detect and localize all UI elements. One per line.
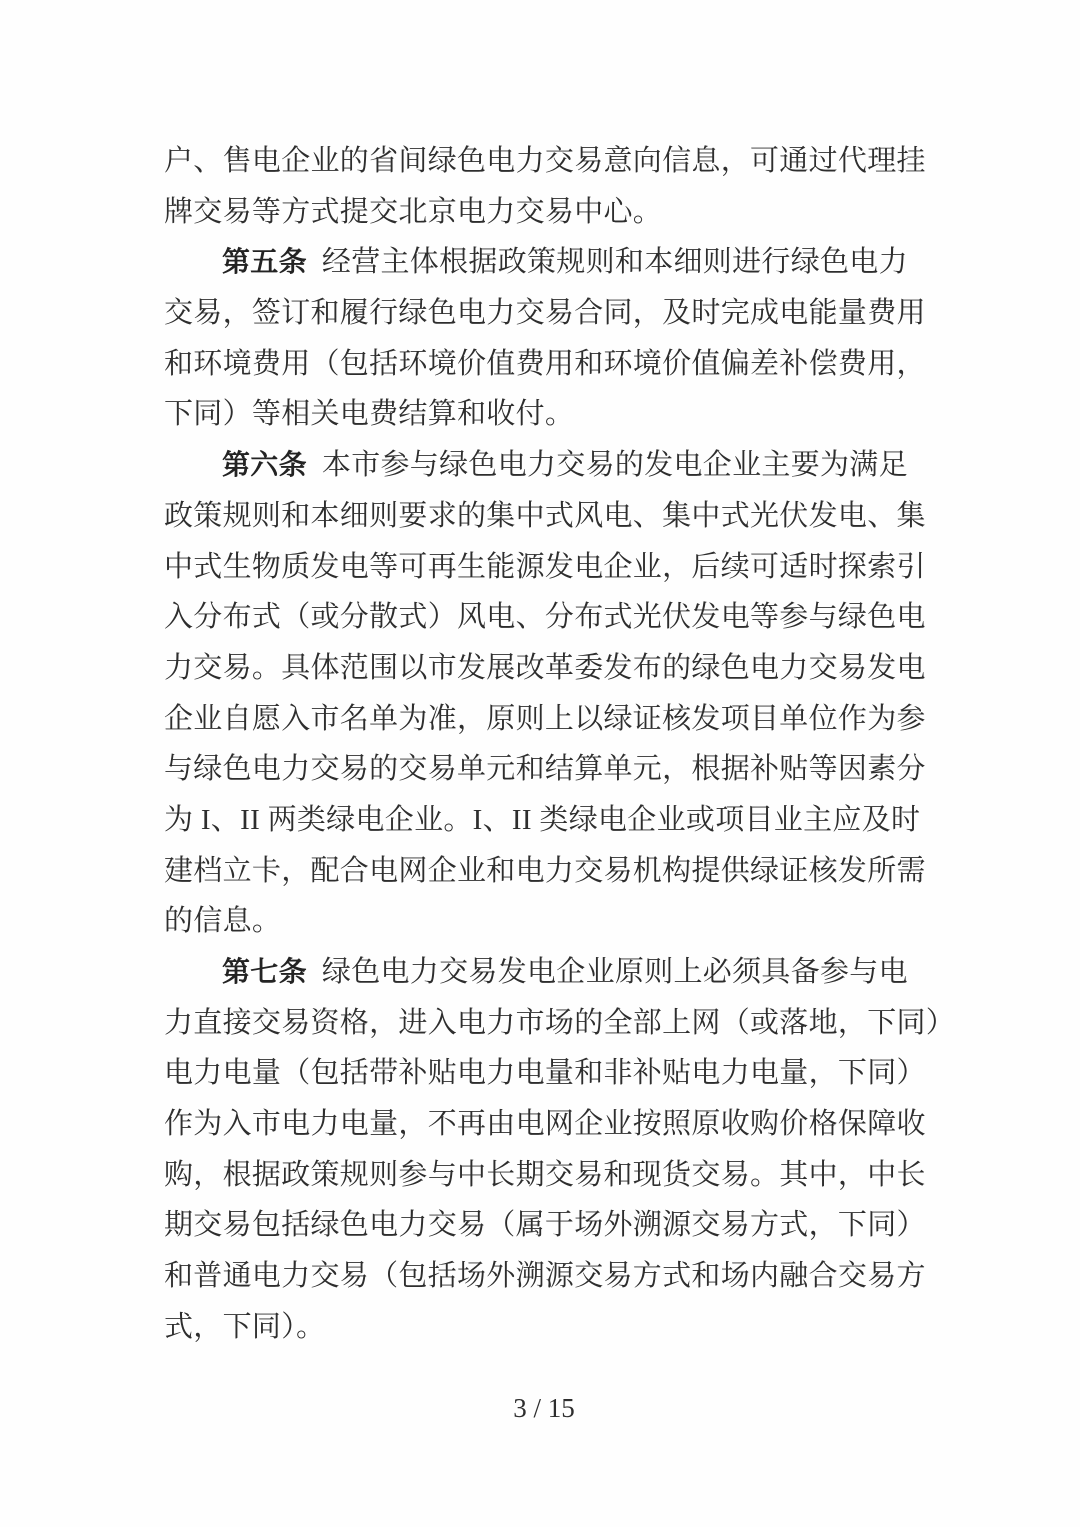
page-number: 3 / 15	[513, 1393, 575, 1423]
paragraph-line: 建档立卡，配合电网企业和电力交易机构提供绿证核发所需	[164, 854, 926, 887]
paragraph-text: 经营主体根据政策规则和本细则进行绿色电力	[321, 246, 908, 279]
paragraph-line: 式，下同）。	[164, 1310, 326, 1343]
paragraph-line: 的信息。	[164, 905, 282, 938]
article-number-label: 第七条	[222, 955, 307, 988]
paragraph-text: 绿色电力交易发电企业原则上必须具备参与电	[321, 956, 908, 988]
paragraph-text: 本市参与绿色电力交易的发电企业主要为满足	[321, 449, 908, 482]
paragraph-line	[164, 947, 924, 998]
paragraph-line: 与绿色电力交易的交易单元和结算单元，根据补贴等因素分	[164, 753, 926, 786]
paragraph-line	[164, 237, 924, 288]
paragraph-line: 下同）等相关电费结算和收付。	[164, 398, 575, 431]
paragraph-line	[164, 440, 924, 491]
paragraph-line: 力直接交易资格，进入电力市场的全部上网（或落地，下同）	[164, 1006, 956, 1039]
paragraph-line: 企业自愿入市名单为准，原则上以绿证核发项目单位作为参	[164, 702, 926, 735]
paragraph-line: 入分布式（或分散式）风电、分布式光伏发电等参与绿色电	[164, 601, 926, 634]
document-body	[164, 136, 956, 1353]
paragraph-line: 户、售电企业的省间绿色电力交易意向信息，可通过代理挂	[164, 145, 926, 177]
paragraph-line: 和普通电力交易（包括场外溯源交易方式和场内融合交易方	[164, 1260, 926, 1293]
paragraph-line: 电力电量（包括带补贴电力电量和非补贴电力电量，下同）	[164, 1057, 926, 1090]
paragraph-line: 为 I、II 两类绿电企业。I、II 类绿电企业或项目业主应及时	[164, 803, 921, 836]
paragraph-line: 作为入市电力电量，不再由电网企业按照原收购价格保障收	[164, 1108, 926, 1141]
paragraph-line: 中式生物质发电等可再生能源发电企业，后续可适时探索引	[164, 550, 926, 583]
paragraph-line: 力交易。具体范围以市发展改革委发布的绿色电力交易发电	[164, 651, 926, 684]
paragraph-line: 交易，签订和履行绿色电力交易合同，及时完成电能量费用	[164, 297, 926, 330]
paragraph-line: 期交易包括绿色电力交易（属于场外溯源交易方式，下同）	[164, 1209, 926, 1242]
article-number-label: 第五条	[222, 245, 307, 279]
paragraph-line: 和环境费用（包括环境价值费用和环境价值偏差补偿费用，	[164, 347, 926, 380]
paragraph-line: 政策规则和本细则要求的集中式风电、集中式光伏发电、集	[164, 499, 926, 532]
article-number-label: 第六条	[222, 448, 307, 482]
paragraph-line: 购，根据政策规则参与中长期交易和现货交易。其中，中长	[164, 1158, 926, 1191]
paragraph-line: 牌交易等方式提交北京电力交易中心。	[164, 195, 663, 228]
